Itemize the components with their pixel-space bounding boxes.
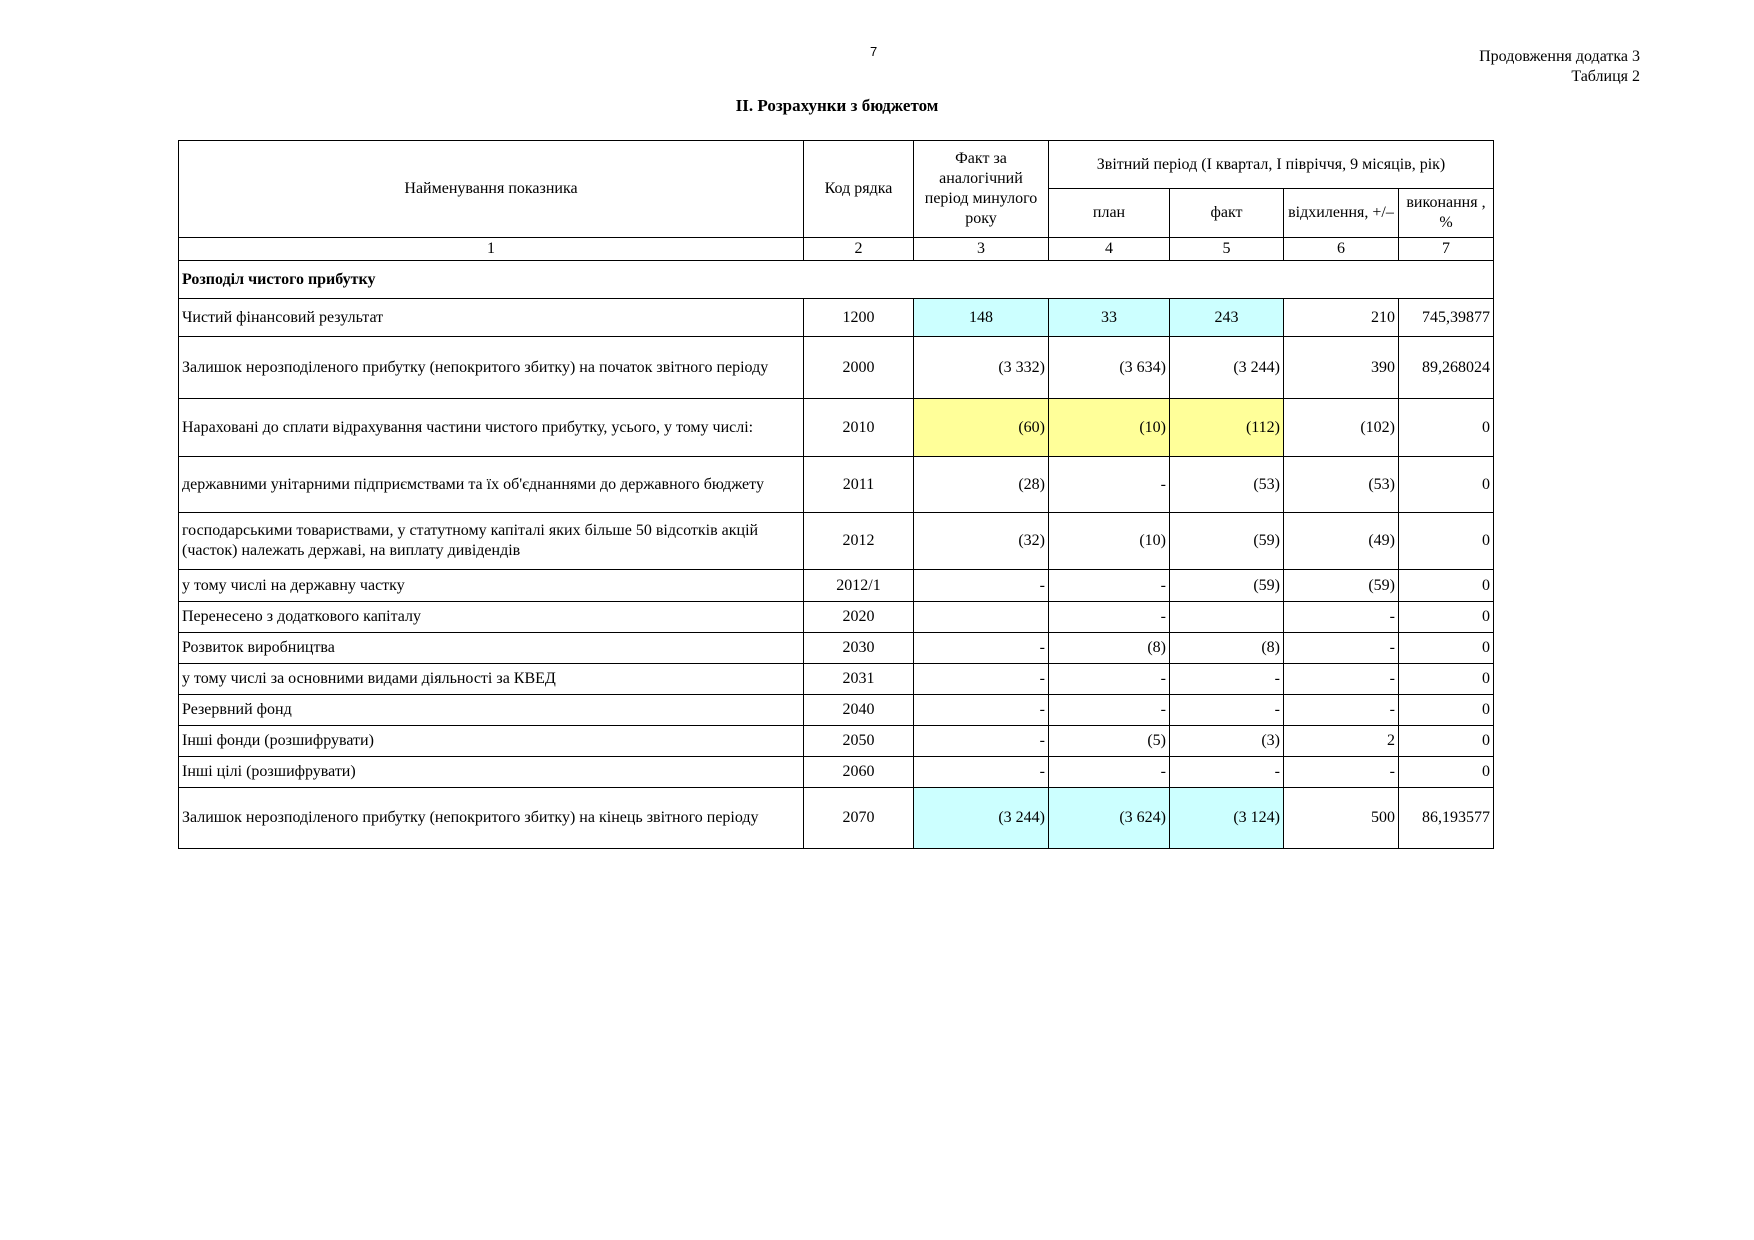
row-fact: (53) <box>1170 457 1284 513</box>
col-num: 1 <box>179 238 804 261</box>
row-deviation: - <box>1284 695 1399 726</box>
row-prev: - <box>914 633 1049 664</box>
row-fact: (3 244) <box>1170 337 1284 399</box>
table-row <box>179 788 1494 849</box>
row-name: у тому числі за основними видами діяльності за КВЕД <box>179 664 804 695</box>
row-code: 2011 <box>804 457 914 513</box>
row-execution: 0 <box>1399 633 1494 664</box>
row-deviation: (49) <box>1284 513 1399 570</box>
header-code: Код рядка <box>804 141 914 238</box>
table-row <box>179 602 1494 633</box>
row-prev <box>914 602 1049 633</box>
header-fact: факт <box>1170 189 1284 238</box>
row-plan: (3 624) <box>1049 788 1170 849</box>
table-row <box>179 726 1494 757</box>
table-row <box>179 570 1494 602</box>
row-name: державними унітарними підприємствами та їх об'єднаннями до державного бюджету <box>179 457 804 513</box>
column-number-row <box>179 238 1494 261</box>
table-row <box>179 633 1494 664</box>
page-number: 7 <box>870 44 878 59</box>
row-plan: (5) <box>1049 726 1170 757</box>
row-plan: - <box>1049 664 1170 695</box>
row-code: 2000 <box>804 337 914 399</box>
table-number: Таблиця 2 <box>1571 68 1640 85</box>
col-num: 4 <box>1049 238 1170 261</box>
row-deviation: (59) <box>1284 570 1399 602</box>
table-row <box>179 757 1494 788</box>
col-num: 3 <box>914 238 1049 261</box>
row-deviation: - <box>1284 757 1399 788</box>
row-code: 2012/1 <box>804 570 914 602</box>
row-prev: 148 <box>914 299 1049 337</box>
row-execution: 0 <box>1399 399 1494 457</box>
row-name: Залишок нерозподіленого прибутку (непокритого збитку) на кінець звітного періоду <box>179 788 804 849</box>
header-row <box>179 141 1494 189</box>
header-prev-fact: Факт за аналогічний період минулого року <box>914 141 1049 238</box>
col-num: 2 <box>804 238 914 261</box>
row-name: у тому числі на державну частку <box>179 570 804 602</box>
row-code: 2020 <box>804 602 914 633</box>
row-plan: (8) <box>1049 633 1170 664</box>
row-prev: (28) <box>914 457 1049 513</box>
row-deviation: - <box>1284 633 1399 664</box>
table-row <box>179 299 1494 337</box>
page-title: ІІ. Розрахунки з бюджетом <box>735 96 939 115</box>
row-plan: (3 634) <box>1049 337 1170 399</box>
row-prev: - <box>914 757 1049 788</box>
row-code: 2070 <box>804 788 914 849</box>
header-plan: план <box>1049 189 1170 238</box>
row-prev: (32) <box>914 513 1049 570</box>
row-fact <box>1170 602 1284 633</box>
row-fact: 243 <box>1170 299 1284 337</box>
row-execution: 0 <box>1399 664 1494 695</box>
row-plan: - <box>1049 757 1170 788</box>
row-execution: 0 <box>1399 513 1494 570</box>
row-deviation: - <box>1284 664 1399 695</box>
row-code: 2060 <box>804 757 914 788</box>
row-name: Резервний фонд <box>179 695 804 726</box>
row-deviation: - <box>1284 602 1399 633</box>
budget-settlements-table <box>178 140 1494 849</box>
row-name: Залишок нерозподіленого прибутку (непокритого збитку) на початок звітного періоду <box>179 337 804 399</box>
row-prev: - <box>914 695 1049 726</box>
row-execution: 0 <box>1399 570 1494 602</box>
row-prev: (3 332) <box>914 337 1049 399</box>
row-name: Інші фонди (розшифрувати) <box>179 726 804 757</box>
row-fact: - <box>1170 757 1284 788</box>
addendum-line: Продовження додатка 3 <box>1479 48 1640 65</box>
row-code: 2031 <box>804 664 914 695</box>
table-row <box>179 399 1494 457</box>
row-fact: (3 124) <box>1170 788 1284 849</box>
table-row <box>179 337 1494 399</box>
row-deviation: (102) <box>1284 399 1399 457</box>
row-execution: 86,193577 <box>1399 788 1494 849</box>
header-name: Найменування показника <box>179 141 804 238</box>
row-fact: (59) <box>1170 570 1284 602</box>
row-prev: (60) <box>914 399 1049 457</box>
row-execution: 0 <box>1399 695 1494 726</box>
row-plan: 33 <box>1049 299 1170 337</box>
row-name: Інші цілі (розшифрувати) <box>179 757 804 788</box>
row-execution: 89,268024 <box>1399 337 1494 399</box>
row-prev: - <box>914 570 1049 602</box>
row-execution: 0 <box>1399 757 1494 788</box>
row-deviation: 210 <box>1284 299 1399 337</box>
table-row <box>179 513 1494 570</box>
col-num: 5 <box>1170 238 1284 261</box>
row-fact: (3) <box>1170 726 1284 757</box>
row-name: Перенесено з додаткового капіталу <box>179 602 804 633</box>
row-plan: (10) <box>1049 513 1170 570</box>
section-title: Розподіл чистого прибутку <box>179 261 1494 299</box>
row-fact: - <box>1170 664 1284 695</box>
row-fact: (8) <box>1170 633 1284 664</box>
row-plan: (10) <box>1049 399 1170 457</box>
col-num: 6 <box>1284 238 1399 261</box>
section-row <box>179 261 1494 299</box>
row-execution: 745,39877 <box>1399 299 1494 337</box>
addendum-label <box>1479 47 1640 87</box>
row-fact: (112) <box>1170 399 1284 457</box>
row-plan: - <box>1049 457 1170 513</box>
header-period-group: Звітний період (І квартал, І півріччя, 9 місяців, рік) <box>1049 141 1494 189</box>
row-fact: - <box>1170 695 1284 726</box>
row-prev: (3 244) <box>914 788 1049 849</box>
table-row <box>179 457 1494 513</box>
row-execution: 0 <box>1399 602 1494 633</box>
row-prev: - <box>914 726 1049 757</box>
row-name: Нараховані до сплати відрахування частини чистого прибутку, усього, у тому числі: <box>179 399 804 457</box>
col-num: 7 <box>1399 238 1494 261</box>
header-execution: виконання , % <box>1399 189 1494 238</box>
row-name: Розвиток виробництва <box>179 633 804 664</box>
row-plan: - <box>1049 602 1170 633</box>
row-code: 1200 <box>804 299 914 337</box>
row-code: 2050 <box>804 726 914 757</box>
row-deviation: 2 <box>1284 726 1399 757</box>
table-row <box>179 695 1494 726</box>
row-plan: - <box>1049 695 1170 726</box>
row-code: 2040 <box>804 695 914 726</box>
row-name: господарськими товариствами, у статутному капіталі яких більше 50 відсотків акцій (часток) належать державі, на виплату дивідендів <box>179 513 804 570</box>
header-deviation: відхилення, +/– <box>1284 189 1399 238</box>
row-execution: 0 <box>1399 457 1494 513</box>
row-plan: - <box>1049 570 1170 602</box>
row-execution: 0 <box>1399 726 1494 757</box>
row-name: Чистий фінансовий результат <box>179 299 804 337</box>
row-deviation: 500 <box>1284 788 1399 849</box>
table-row <box>179 664 1494 695</box>
row-prev: - <box>914 664 1049 695</box>
row-code: 2030 <box>804 633 914 664</box>
row-code: 2010 <box>804 399 914 457</box>
row-deviation: 390 <box>1284 337 1399 399</box>
row-deviation: (53) <box>1284 457 1399 513</box>
row-fact: (59) <box>1170 513 1284 570</box>
row-code: 2012 <box>804 513 914 570</box>
